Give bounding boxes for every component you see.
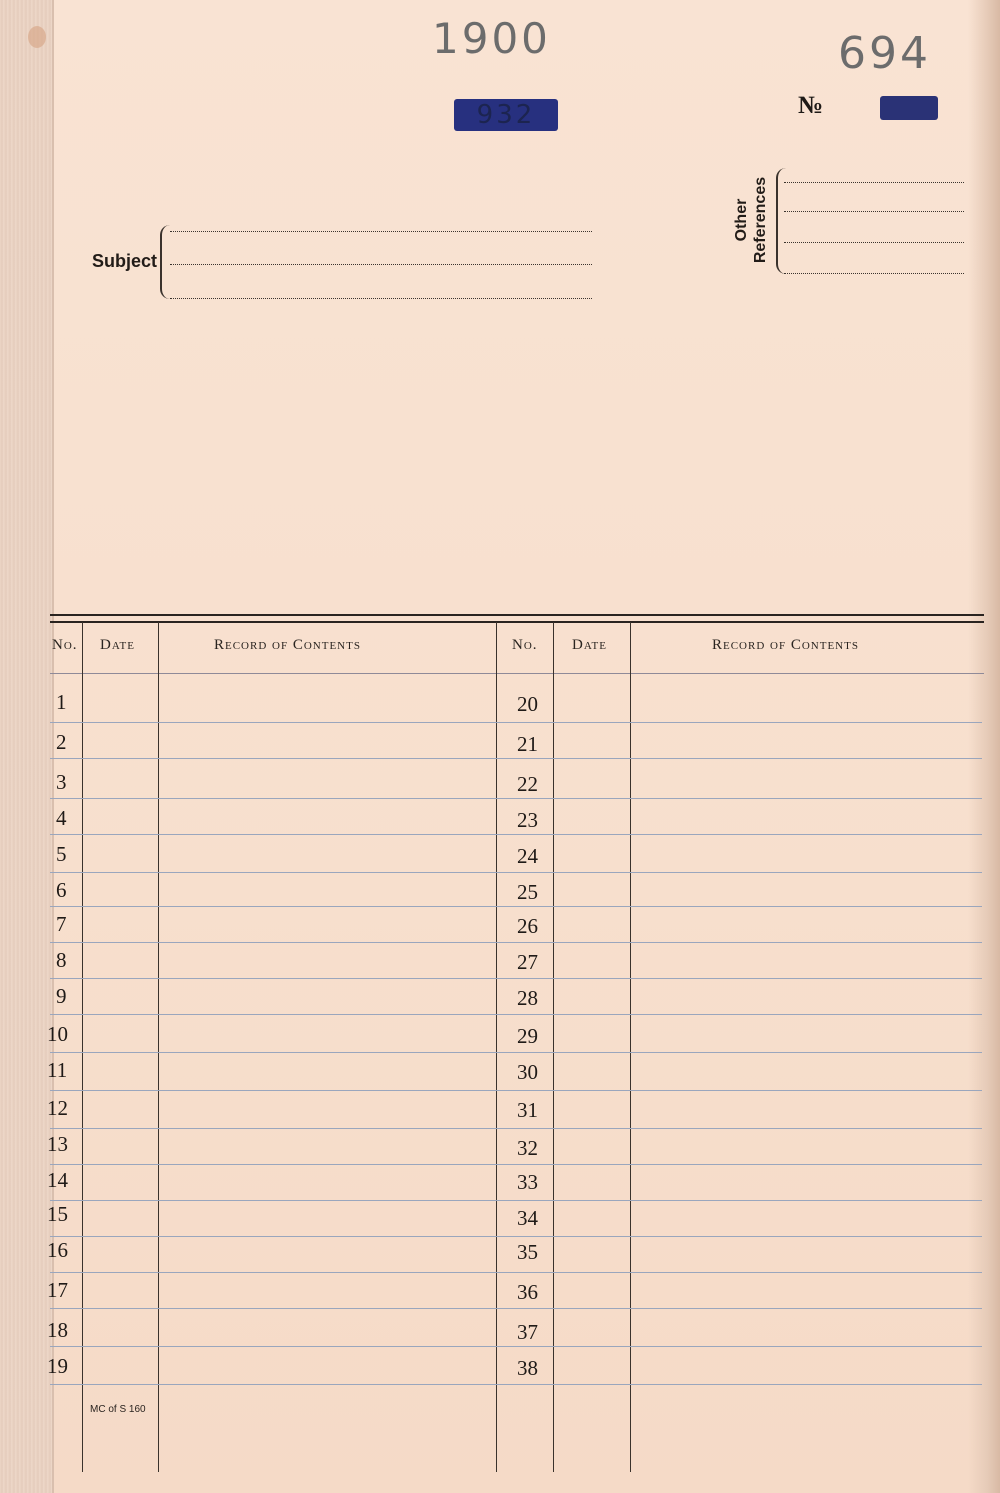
table-row (50, 1052, 982, 1053)
right-row-number: 25 (517, 880, 538, 904)
table-row (50, 1272, 982, 1273)
column-divider (158, 622, 159, 1472)
right-row-number: 35 (517, 1240, 538, 1264)
table-row (50, 758, 982, 759)
subject-line-3 (170, 298, 592, 299)
left-row-number: 2 (56, 730, 67, 754)
binding-spine (0, 0, 54, 1493)
column-divider (553, 622, 554, 1472)
right-row-number: 27 (517, 950, 538, 974)
left-row-number: 9 (56, 984, 67, 1008)
table-row (50, 1346, 982, 1347)
right-row-number: 29 (517, 1024, 538, 1048)
reference-line-3 (784, 242, 964, 243)
left-row-number: 16 (47, 1238, 68, 1262)
right-row-number: 32 (517, 1136, 538, 1160)
left-row-number: 13 (47, 1132, 68, 1156)
column-divider (630, 622, 631, 1472)
blue-number-badge: 932 (454, 99, 558, 131)
table-row (50, 1308, 982, 1309)
table-row (50, 798, 982, 799)
right-row-number: 23 (517, 808, 538, 832)
form-code: MC of S 160 (90, 1404, 146, 1415)
left-row-number: 18 (47, 1318, 68, 1342)
left-row-number: 17 (47, 1278, 68, 1302)
table-top-rule-double (50, 621, 984, 623)
left-record-header: Record of Contents (214, 637, 361, 653)
right-row-number: 21 (517, 732, 538, 756)
reference-line-4 (784, 273, 964, 274)
right-record-header: Record of Contents (712, 637, 859, 653)
column-divider (496, 622, 497, 1472)
right-row-number: 20 (517, 692, 538, 716)
other-references-label-line-1: Other (733, 198, 750, 242)
table-row (50, 1128, 982, 1129)
stain-mark (28, 26, 46, 48)
left-row-number: 3 (56, 770, 67, 794)
table-row (50, 834, 982, 835)
table-row (50, 872, 982, 873)
right-row-number: 36 (517, 1280, 538, 1304)
left-row-number: 11 (47, 1058, 68, 1082)
right-row-number: 31 (517, 1098, 538, 1122)
subject-line-2 (170, 264, 592, 265)
right-row-number: 33 (517, 1170, 538, 1194)
other-references-label (732, 170, 770, 270)
right-row-number: 24 (517, 844, 538, 868)
page-edge-shadow (968, 0, 1000, 1493)
other-references-label-line-2: References (752, 176, 769, 264)
table-row (50, 1164, 982, 1165)
references-brace (776, 168, 788, 274)
right-row-number: 38 (517, 1356, 538, 1380)
left-row-number: 10 (47, 1022, 68, 1046)
table-row (50, 942, 982, 943)
column-divider (82, 622, 83, 1472)
table-row (50, 978, 982, 979)
table-row (50, 1014, 982, 1015)
left-row-number: 4 (56, 806, 67, 830)
left-row-number: 6 (56, 878, 67, 902)
table-top-rule (50, 614, 984, 616)
right-row-number: 37 (517, 1320, 538, 1344)
left-row-number: 1 (56, 690, 67, 714)
table-row (50, 1384, 982, 1385)
right-row-number: 34 (517, 1206, 538, 1230)
subject-label: Subject (92, 251, 158, 271)
right-row-number: 28 (517, 986, 538, 1010)
left-row-number: 8 (56, 948, 67, 972)
subject-line-1 (170, 231, 592, 232)
table-row (50, 1090, 982, 1091)
reference-line-2 (784, 211, 964, 212)
file-number-stamp: 694 (838, 28, 931, 79)
number-symbol: № (798, 92, 824, 119)
right-no-header: No. (512, 637, 538, 653)
table-row (50, 906, 982, 907)
subject-brace (160, 225, 174, 299)
table-row (50, 722, 982, 723)
left-row-number: 14 (47, 1168, 68, 1192)
left-row-number: 5 (56, 842, 67, 866)
left-row-number: 12 (47, 1096, 68, 1120)
table-header-rule (50, 673, 984, 674)
right-row-number: 26 (517, 914, 538, 938)
table-row (50, 1236, 982, 1237)
right-row-number: 22 (517, 772, 538, 796)
year-stamp: 1900 (432, 14, 551, 63)
left-no-header: No. (52, 637, 78, 653)
table-row (50, 1200, 982, 1201)
reference-line-1 (784, 182, 964, 183)
right-row-number: 30 (517, 1060, 538, 1084)
blue-number-badge-redacted (880, 96, 938, 120)
right-date-header: Date (572, 637, 607, 653)
left-row-number: 7 (56, 912, 67, 936)
left-date-header: Date (100, 637, 135, 653)
left-row-number: 19 (47, 1354, 68, 1378)
left-row-number: 15 (47, 1202, 68, 1226)
